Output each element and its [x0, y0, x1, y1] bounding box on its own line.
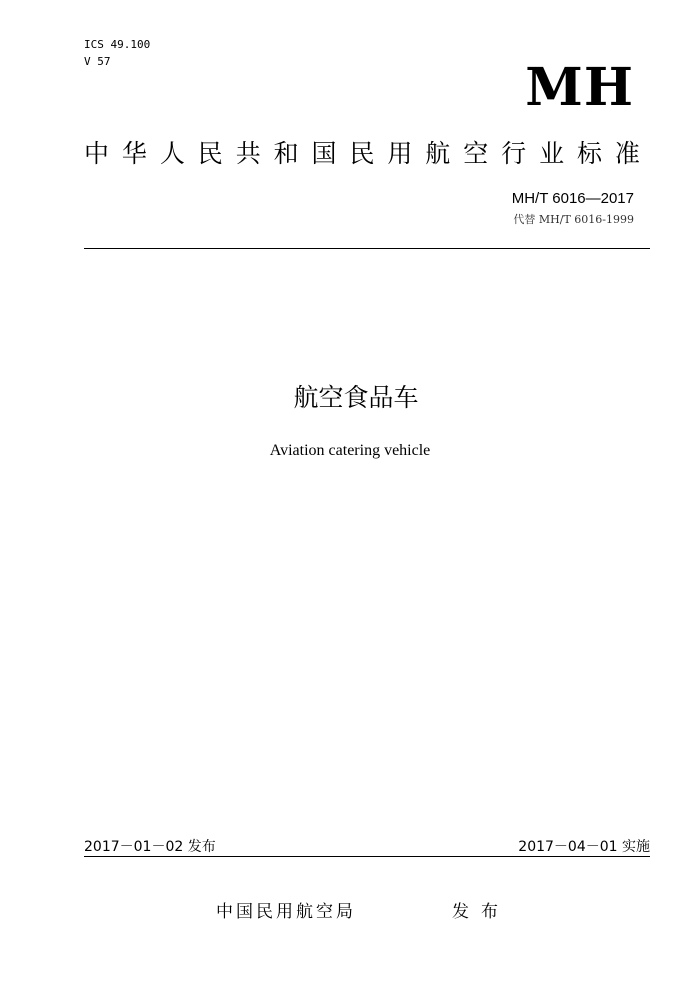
organization-title-char: 行: [501, 139, 527, 168]
issuer-name: 中国民用航空局: [216, 902, 356, 922]
ics-code: ICS 49.100: [84, 38, 151, 51]
ccs-code: V 57: [84, 55, 111, 68]
issue-label: 发布: [452, 902, 510, 922]
organization-title-char: 人: [159, 139, 185, 168]
publish-date: 2017－01－02 发布: [84, 839, 216, 855]
organization-title-char: 用: [387, 139, 413, 168]
document-title-zh: 航空食品车: [293, 383, 419, 412]
organization-title-char: 和: [273, 139, 299, 168]
organization-title-char: 业: [539, 139, 565, 168]
organization-title-char: 中: [84, 139, 110, 168]
implement-date: 2017－04－01 实施: [518, 839, 650, 855]
organization-title-char: 空: [463, 139, 489, 168]
replaces-standard: 代替 MH/T 6016-1999: [513, 213, 634, 226]
organization-title-char: 标: [576, 139, 602, 168]
organization-title-char: 民: [197, 139, 223, 168]
organization-title-char: 准: [614, 139, 640, 168]
organization-title-char: 华: [121, 139, 147, 168]
header-divider: [84, 248, 650, 249]
organization-title-char: 民: [349, 139, 375, 168]
organization-title: [84, 136, 640, 172]
organization-title-char: 共: [235, 139, 261, 168]
organization-title-char: 国: [311, 139, 337, 168]
classification-codes: [84, 36, 150, 70]
footer-divider: [84, 856, 650, 857]
organization-title-char: 航: [425, 139, 451, 168]
document-title-en: Aviation catering vehicle: [269, 442, 431, 459]
mh-logo: MH: [525, 57, 634, 118]
standard-code: MH/T 6016—2017: [511, 190, 634, 207]
